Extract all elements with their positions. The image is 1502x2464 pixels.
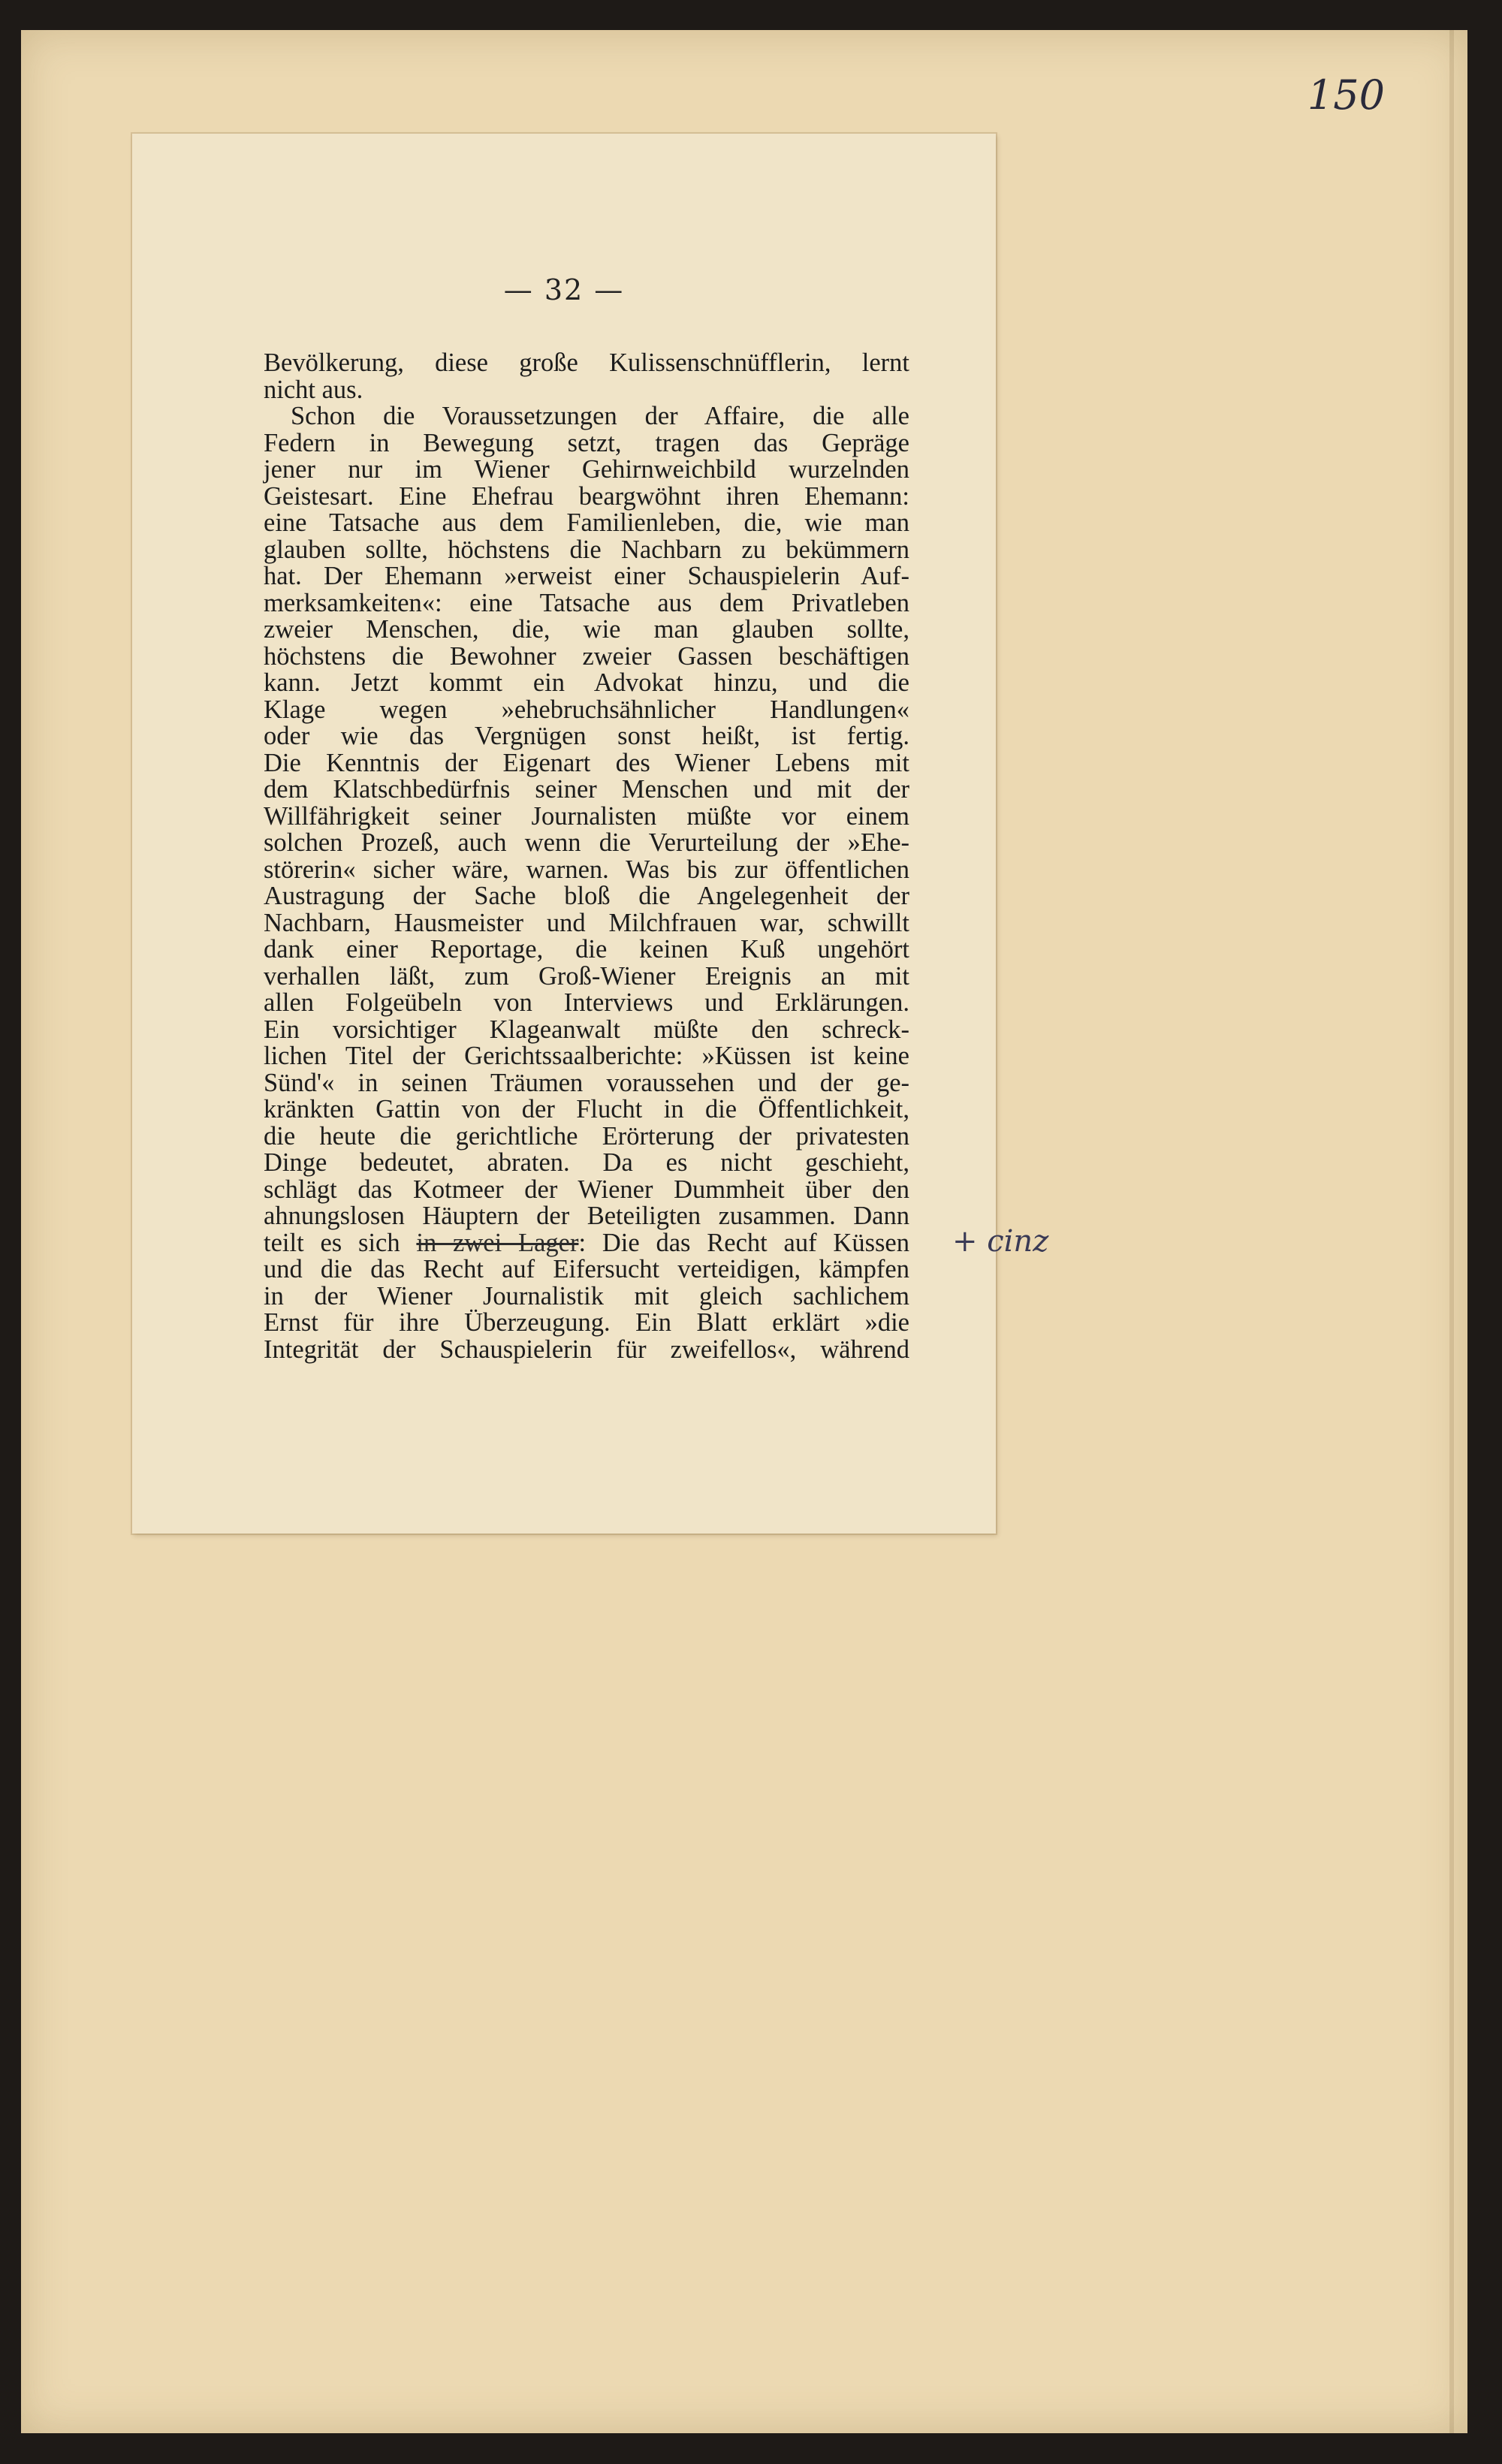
text-line: störerin« sicher wäre, warnen. Was bis zur öffentlichen xyxy=(264,855,909,884)
text-line: kränkten Gattin von der Flucht in die Öffentlichkeit, xyxy=(264,1095,909,1123)
text-line: Ein vorsichtiger Klageanwalt müßte den schreck- xyxy=(264,1015,909,1044)
text-line: Bevölkerung, diese große Kulissenschnüfflerin, lernt xyxy=(264,348,909,377)
text-line: dank einer Reportage, die keinen Kuß ungehört xyxy=(264,935,909,964)
text-line: und die das Recht auf Eifersucht verteidigen, kämpfen xyxy=(264,1255,909,1283)
text-line: solchen Prozeß, auch wenn die Verurteilung der »Ehe- xyxy=(264,828,909,857)
page-number: — 32 — xyxy=(503,273,625,306)
text-line: eine Tatsache aus dem Familienleben, die, wie man xyxy=(264,508,909,537)
text-line: Austragung der Sache bloß die Angelegenheit der xyxy=(264,882,909,910)
text-line: Klage wegen »ehebruchsähnlicher Handlungen« xyxy=(264,695,909,724)
text-line: Dinge bedeutet, abraten. Da es nicht geschieht, xyxy=(264,1148,909,1177)
struck-text: in zwei Lager xyxy=(416,1228,579,1257)
text-line-struck xyxy=(264,1230,909,1257)
text-line: glauben sollte, höchstens die Nachbarn zu bekümmern xyxy=(264,535,909,564)
body-text xyxy=(264,350,909,1363)
text-line: Nachbarn, Hausmeister und Milchfrauen war, schwillt xyxy=(264,908,909,937)
text-line: zweier Menschen, die, wie man glauben sollte, xyxy=(264,615,909,644)
board-edge xyxy=(1449,30,1454,2433)
text-line: Federn in Bewegung setzt, tragen das Gepräge xyxy=(264,428,909,457)
text-line: verhallen läßt, zum Groß-Wiener Ereignis an mit xyxy=(264,961,909,991)
text-line: Integrität der Schauspielerin für zweifellos«, während xyxy=(264,1335,909,1364)
text-line: ahnungslosen Häuptern der Beteiligten zusammen. Dann xyxy=(264,1202,909,1230)
text-line: Geistesart. Eine Ehefrau beargwöhnt ihren Ehemann: xyxy=(264,481,909,511)
text-line: allen Folgeübeln von Interviews und Erklärungen. xyxy=(264,988,909,1017)
text-line: Die Kenntnis der Eigenart des Wiener Lebens mit xyxy=(264,748,909,777)
text-line: die heute die gerichtliche Erörterung der privatesten xyxy=(264,1121,909,1151)
text-line: merksamkeiten«: eine Tatsache aus dem Privatleben xyxy=(264,588,909,617)
body-lines-tail xyxy=(264,1256,909,1363)
text-line: Willfährigkeit seiner Journalisten müßte vor einem xyxy=(264,801,909,831)
folio-number: 150 xyxy=(1307,71,1385,119)
margin-annotation: + cinz xyxy=(952,1224,1049,1259)
archival-board xyxy=(21,30,1467,2433)
text-line: hat. Der Ehemann »erweist einer Schauspielerin Auf- xyxy=(264,562,909,590)
pasted-clipping xyxy=(132,134,996,1534)
text-line: kann. Jetzt kommt ein Advokat hinzu, und die xyxy=(264,668,909,697)
line-segment: : Die das Recht auf Küssen xyxy=(578,1228,909,1257)
text-line: Ernst für ihre Überzeugung. Ein Blatt erklärt »die xyxy=(264,1308,909,1337)
text-line: Sünd'« in seinen Träumen voraussehen und der ge- xyxy=(264,1068,909,1097)
text-line: jener nur im Wiener Gehirnweichbild wurzelnden xyxy=(264,455,909,484)
text-line: oder wie das Vergnügen sonst heißt, ist fertig. xyxy=(264,722,909,750)
body-lines xyxy=(264,350,909,1230)
text-line: schlägt das Kotmeer der Wiener Dummheit über den xyxy=(264,1175,909,1204)
text-line: in der Wiener Journalistik mit gleich sachlichem xyxy=(264,1281,909,1310)
text-line: nicht aus. xyxy=(264,375,363,404)
text-line: lichen Titel der Gerichtssaalberichte: »Küssen ist keine xyxy=(264,1042,909,1070)
text-line: dem Klatschbedürfnis seiner Menschen und mit der xyxy=(264,775,909,804)
line-segment: teilt es sich xyxy=(264,1228,417,1257)
text-line: höchstens die Bewohner zweier Gassen beschäftigen xyxy=(264,641,909,671)
text-line: Schon die Voraussetzungen der Affaire, die alle xyxy=(291,402,909,430)
